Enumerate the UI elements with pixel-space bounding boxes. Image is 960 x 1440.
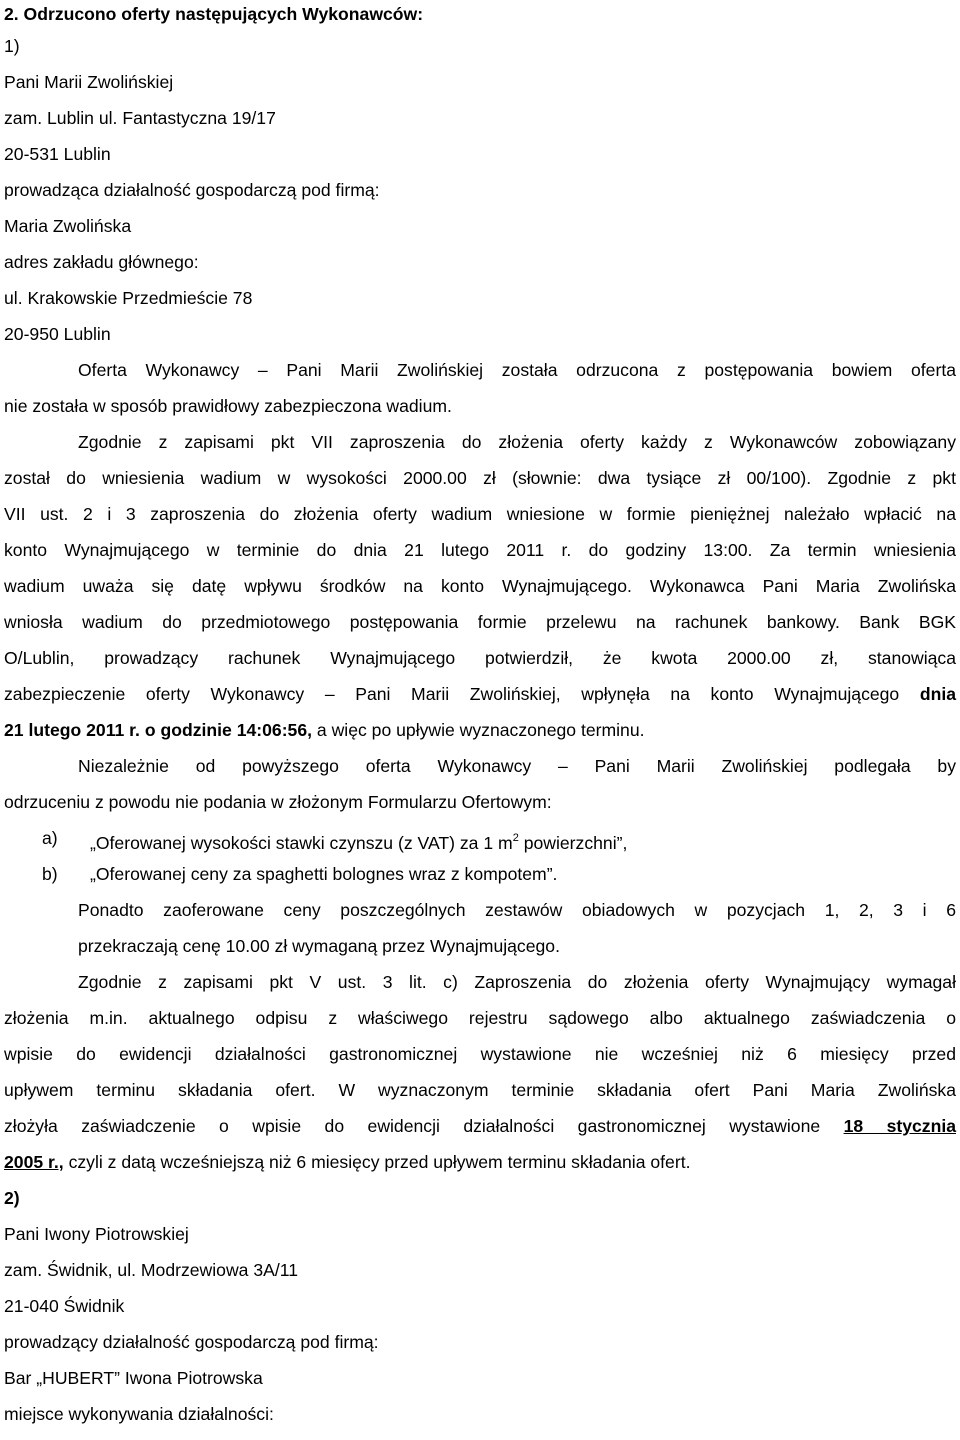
paragraph-prices	[4, 892, 956, 964]
paragraph-deposit	[4, 424, 956, 748]
list-text-tail: powierzchni”,	[518, 833, 628, 853]
paragraph-line: złożenia m.in. aktualnego odpisu z właściwego rejestru sądowego albo aktualnego zaświadczenia o	[4, 1008, 956, 1028]
contractor-2-residence: zam. Świdnik, ul. Modrzewiowa 3A/11	[4, 1260, 298, 1280]
contractor-2-location-label: miejsce wykonywania działalności:	[4, 1404, 274, 1424]
paragraph-line: VII ust. 2 i 3 zaproszenia do złożenia oferty wadium wniesione w formie pieniężnej należało wpłacić na	[4, 504, 956, 524]
paragraph-line: wniosła wadium do przedmiotowego postępowania formie przelewu na rachunek bankowy. Bank BGK	[4, 612, 956, 632]
paragraph-line: przekraczają cenę 10.00 zł wymaganą przez Wynajmującego.	[78, 936, 560, 956]
paragraph-line: Niezależnie od powyższego oferta Wykonawcy – Pani Marii Zwolińskiej podlegała by	[78, 756, 956, 776]
contractor-2-business-label: prowadzący działalność gospodarczą pod firmą:	[4, 1332, 379, 1352]
paragraph-form-omissions	[4, 748, 956, 892]
paragraph-line: wadium uważa się datę wpływu środków na konto Wynajmującego. Wykonawca Pani Maria Zwolińska	[4, 576, 956, 596]
line-text: złożyła zaświadczenie o wpisie do ewidencji działalności gastronomicznej wystawione	[4, 1116, 844, 1136]
list-label: a)	[42, 828, 58, 848]
paragraph-line: Ponadto zaoferowane ceny poszczególnych zestawów obiadowych w pozycjach 1, 2, 3 i 6	[78, 900, 956, 920]
bold-date-time-text: 21 lutego 2011 r. o godzinie 14:06:56,	[4, 720, 313, 740]
paragraph-line: Zgodnie z zapisami pkt VII zaproszenia do złożenia oferty każdy z Wykonawców zobowiązany	[78, 432, 956, 452]
contractor-1-main-address-street: ul. Krakowskie Przedmieście 78	[4, 288, 253, 308]
paragraph-line: Oferta Wykonawcy – Pani Marii Zwolińskiej została odrzucona z postępowania bowiem oferta	[78, 360, 956, 380]
bold-date-text: dnia	[919, 684, 956, 704]
contractor-1-main-address-label: adres zakładu głównego:	[4, 252, 199, 272]
section-heading: 2. Odrzucono oferty następujących Wykonawców:	[4, 4, 424, 24]
paragraph-line: Zgodnie z zapisami pkt V ust. 3 lit. c) Zaproszenia do złożenia oferty Wynajmujący wymagał	[78, 972, 956, 992]
contractor-2-postal-city: 21-040 Świdnik	[4, 1296, 125, 1316]
superscript: 2	[512, 832, 519, 844]
line-text: czyli z datą wcześniejszą niż 6 miesięcy przed upływem terminu składania ofert.	[63, 1152, 691, 1172]
contractor-1-number: 1)	[4, 36, 20, 56]
list-item-b	[4, 856, 956, 892]
underlined-date: 2005 r.,	[4, 1152, 64, 1172]
list-label: b)	[42, 864, 58, 884]
underlined-date: 18 stycznia	[843, 1116, 956, 1136]
paragraph-line	[4, 712, 956, 748]
paragraph-rejection	[4, 352, 956, 424]
list-item-a	[4, 820, 956, 856]
paragraph-line: odrzuceniu z powodu nie podania w złożonym Formularzu Ofertowym:	[4, 792, 552, 812]
list-text: „Oferowanej ceny za spaghetti bolognes wraz z kompotem”.	[90, 864, 558, 884]
contractor-1-postal-city: 20-531 Lublin	[4, 144, 111, 164]
paragraph-line	[4, 1144, 956, 1180]
line-text: zabezpieczenie oferty Wykonawcy – Pani Marii Zwolińskiej, wpłynęła na konto Wynajmującego	[4, 684, 920, 704]
paragraph-line: wpisie do ewidencji działalności gastronomicznej wystawione nie wcześniej niż 6 miesięcy przed	[4, 1044, 956, 1064]
contractor-1-residence: zam. Lublin ul. Fantastyczna 19/17	[4, 108, 276, 128]
paragraph-line: upływem terminu składania ofert. W wyznaczonym terminie składania ofert Pani Maria Zwolińska	[4, 1080, 956, 1100]
contractor-2-business-name: Bar „HUBERT” Iwona Piotrowska	[4, 1368, 263, 1388]
paragraph-registry	[4, 964, 956, 1180]
contractor-1-business-name: Maria Zwolińska	[4, 216, 132, 236]
paragraph-line: O/Lublin, prowadzący rachunek Wynajmującego potwierdził, że kwota 2000.00 zł, stanowiąca	[4, 648, 956, 668]
contractor-2-number: 2)	[4, 1188, 20, 1208]
paragraph-line	[4, 676, 956, 712]
contractor-1-main-address-city: 20-950 Lublin	[4, 324, 111, 344]
document-page	[4, 0, 956, 1432]
paragraph-line: konto Wynajmującego w terminie do dnia 21 lutego 2011 r. do godziny 13:00. Za termin wniesienia	[4, 540, 956, 560]
paragraph-line: nie została w sposób prawidłowy zabezpieczona wadium.	[4, 396, 452, 416]
contractor-1-business-label: prowadząca działalność gospodarczą pod firmą:	[4, 180, 380, 200]
paragraph-line: został do wniesienia wadium w wysokości 2000.00 zł (słownie: dwa tysiące zł 00/100). Zgodnie z pkt	[4, 468, 956, 488]
contractor-1-name: Pani Marii Zwolińskiej	[4, 72, 174, 92]
line-text: a więc po upływie wyznaczonego terminu.	[312, 720, 645, 740]
contractor-2-name: Pani Iwony Piotrowskiej	[4, 1224, 189, 1244]
list-text: „Oferowanej wysokości stawki czynszu (z VAT) za 1 m	[90, 833, 513, 853]
paragraph-line	[4, 1108, 956, 1144]
